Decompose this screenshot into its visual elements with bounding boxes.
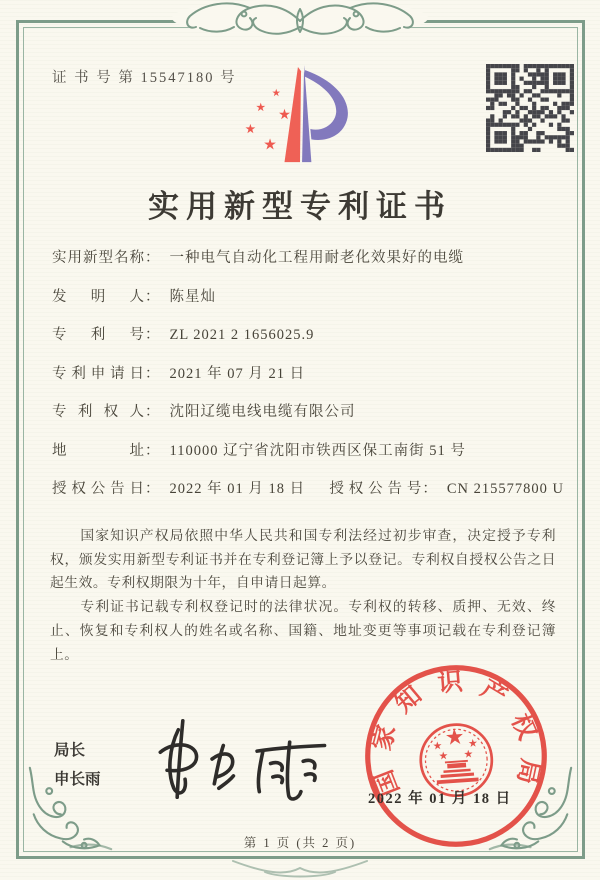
field-label: 专利号 [52, 327, 144, 343]
field-address: 地址 ： 110000 辽宁省沈阳市铁西区保工南街 51 号 [52, 439, 564, 478]
border-ornament-bottom-icon [225, 857, 375, 880]
field-value: ZL 2021 2 1656025.9 [169, 327, 315, 343]
qr-code [486, 64, 574, 152]
field-patent-number: 专利号 ： ZL 2021 2 1656025.9 [52, 323, 564, 362]
field-label: 发明人 [52, 288, 144, 305]
field-value: 2021 年 07 月 21 日 [169, 365, 306, 382]
field-list [52, 246, 564, 516]
field-value: CN 215577800 U [446, 481, 564, 497]
field-label: 专利申请日 [52, 365, 144, 382]
border-ornament-top-icon [160, 0, 440, 43]
field-value: 陈星灿 [169, 288, 216, 305]
certificate-number: 证 书 号 第 15547180 号 [52, 70, 237, 86]
page-number: 第 1 页 (共 2 页) [243, 836, 357, 850]
officer-title: 局长 [54, 742, 86, 759]
field-grant-row [52, 477, 564, 516]
field-value: 2022 年 01 月 18 日 [169, 481, 306, 497]
field-label: 专利权人 [52, 404, 144, 420]
field-filing-date: 专利申请日 ： 2021 年 07 月 21 日 [52, 362, 564, 401]
field-label: 授权公告日 [52, 481, 144, 497]
field-label: 地址 [52, 442, 144, 459]
field-value: 沈阳辽缆电线电缆有限公司 [169, 404, 356, 420]
officer-block [54, 736, 101, 794]
field-grant-date: 授权公告日 ： 2022 年 01 月 18 日 [52, 477, 329, 498]
official-seal [356, 656, 557, 857]
field-value: 110000 辽宁省沈阳市铁西区保工南街 51 号 [169, 442, 466, 459]
cnipa-logo-icon [238, 58, 362, 168]
field-utility-model-name: 实用新型名称 ： 一种电气自动化工程用耐老化效果好的电缆 [52, 246, 564, 285]
field-label: 实用新型名称 [52, 250, 144, 266]
field-grant-number: 授权公告号 ： CN 215577800 U [329, 477, 564, 498]
field-label: 授权公告号 [329, 481, 422, 497]
legal-text [50, 524, 556, 666]
seal-text: 国家知识产权局 [368, 668, 544, 800]
field-patentee: 专利权人 ： 沈阳辽缆电线电缆有限公司 [52, 400, 564, 439]
field-value: 一种电气自动化工程用耐老化效果好的电缆 [169, 250, 464, 266]
certificate-title: 实用新型专利证书 [148, 189, 452, 224]
legal-paragraph-2: 专利证书记载专利权登记时的法律状况。专利权的转移、质押、无效、终止、恢复和专利权人的姓名或名称、国籍、地址变更等事项记载在专利登记簿上。 [50, 599, 556, 662]
handwritten-signature [138, 714, 348, 804]
officer-name: 申长雨 [54, 771, 101, 788]
field-inventor: 发明人 ： 陈星灿 [52, 285, 564, 324]
seal-date: 2022 年 01 月 18 日 [368, 791, 512, 807]
legal-paragraph-1: 国家知识产权局依照中华人民共和国专利法经过初步审查，决定授予专利权，颁发实用新型专利证书并在专利登记簿上予以登记。专利权自授权公告之日起生效。专利权期限为十年，自申请日起算。 [50, 528, 556, 591]
